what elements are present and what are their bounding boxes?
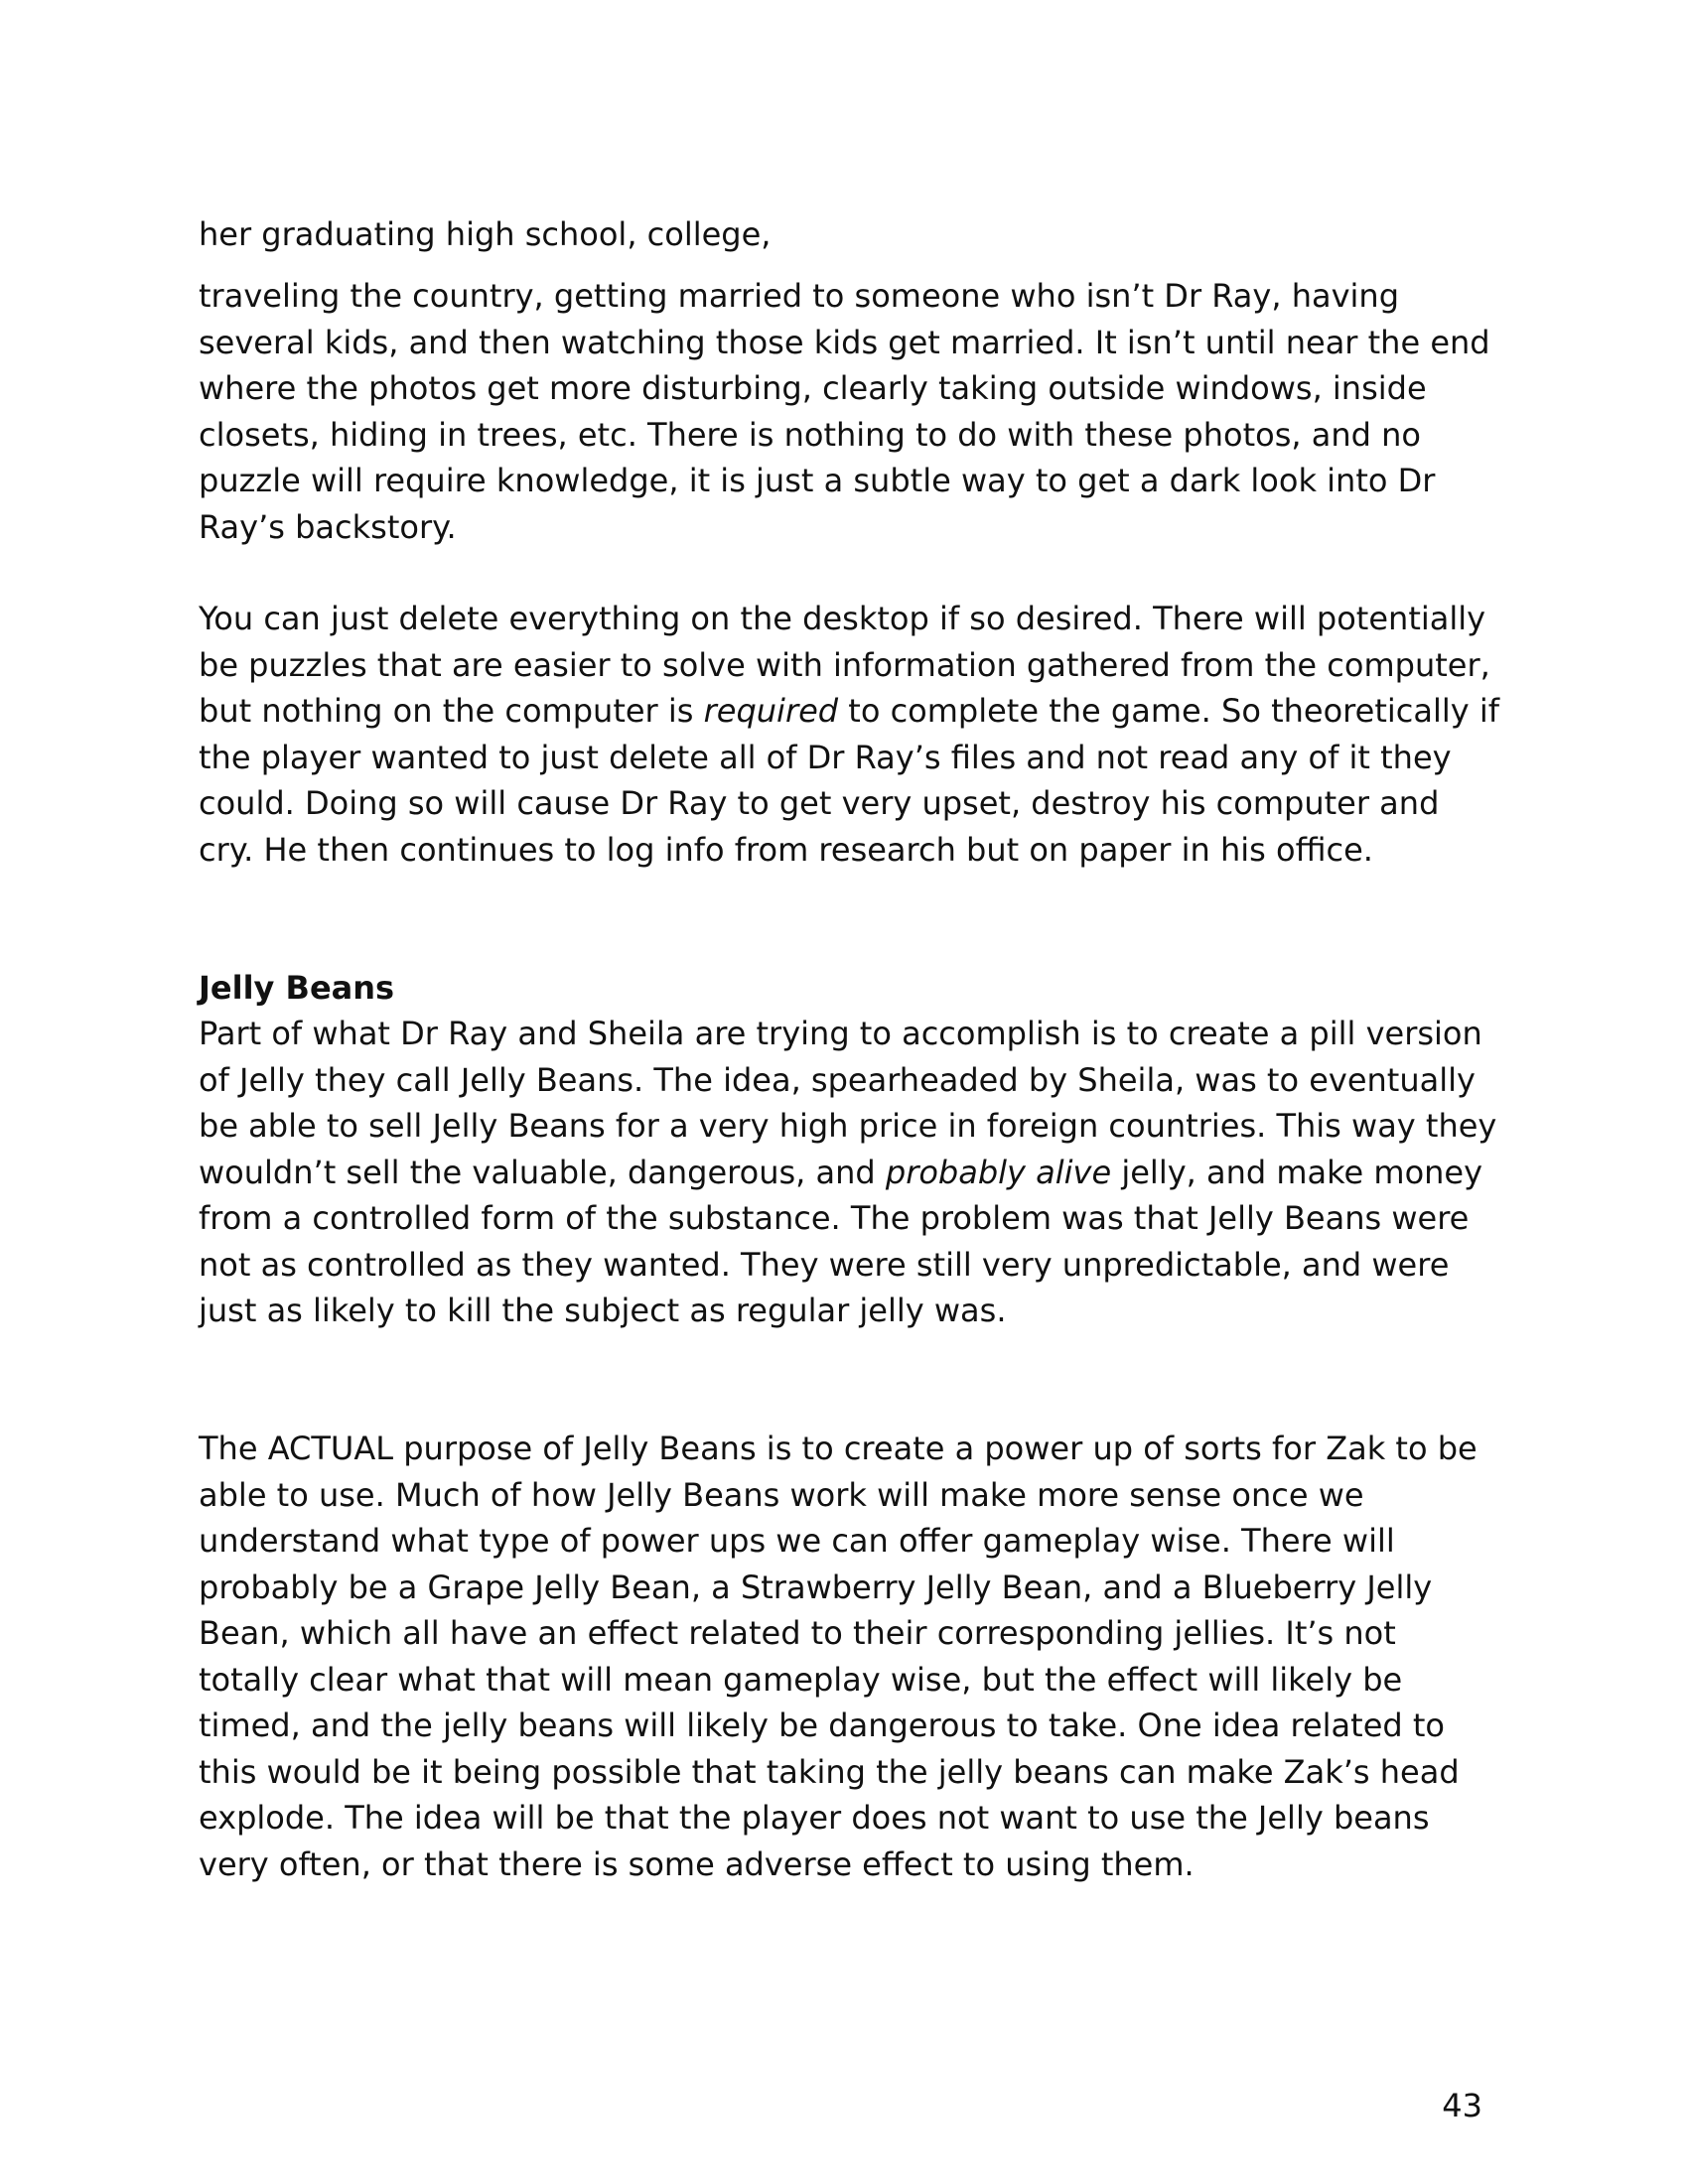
desktop-paragraph xyxy=(199,596,1499,873)
photos-paragraph: traveling the country, getting married to someone who isn’t Dr Ray, having several kids, and then watching those kids get married. It isn’t until near the end where the photos get more disturbing, clearly taking outside windows, inside closets, hiding in trees, etc. There is nothing to do with these photos, and no puzzle will require knowledge, it is just a subtle way to get a dark look into Dr Ray’s backstory. xyxy=(199,277,1490,546)
continuation-line: her graduating high school, college, xyxy=(199,215,772,253)
desktop-text-b: to complete the game. So theoretically if the player wanted to just delete all of Dr Ray’s files and not read any of it they could. Doing so will cause Dr Ray to get very upset, destroy his computer and cry. He then continues to log info from research but on paper in his office. xyxy=(199,692,1499,869)
intro-emphasis: probably alive xyxy=(885,1153,1112,1191)
desktop-emphasis: required xyxy=(703,692,839,730)
intro-text-b: jelly, and make money from a controlled form of the substance. The problem was that Jelly Beans were not as controlled as they wanted. They were still very unpredictable, and were just as likely to kill the subject as regular jelly was. xyxy=(199,1153,1483,1329)
jelly-beans-intro-paragraph xyxy=(199,1011,1499,1334)
section-heading: Jelly Beans xyxy=(199,969,395,1007)
desktop-text-a: You can just delete everything on the desktop if so desired. There will potentially be puzzles that are easier to solve with information gathered from the computer, but nothing on the computer is xyxy=(199,600,1490,730)
page-number: 43 xyxy=(1442,2087,1482,2124)
intro-text-a: Part of what Dr Ray and Sheila are trying to accomplish is to create a pill version of Jelly they call Jelly Beans. The idea, spearheaded by Sheila, was to eventually be able to sell Jelly Beans for a very high price in foreign countries. This way they wouldn’t sell the valuable, dangerous, and xyxy=(199,1015,1497,1191)
jelly-beans-purpose-paragraph: The ACTUAL purpose of Jelly Beans is to create a power up of sorts for Zak to be able to use. Much of how Jelly Beans work will make more sense once we understand what type of power ups we can offer gameplay wise. There will probably be a Grape Jelly Bean, a Strawberry Jelly Bean, and a Blueberry Jelly Bean, which all have an effect related to their corresponding jellies. It’s not totally clear what that will mean gameplay wise, but the effect will likely be timed, and the jelly beans will likely be dangerous to take. One idea related to this would be it being possible that taking the jelly beans can make Zak’s head explode. The idea will be that the player does not want to use the Jelly beans very often, or that there is some adverse effect to using them. xyxy=(199,1430,1477,1883)
